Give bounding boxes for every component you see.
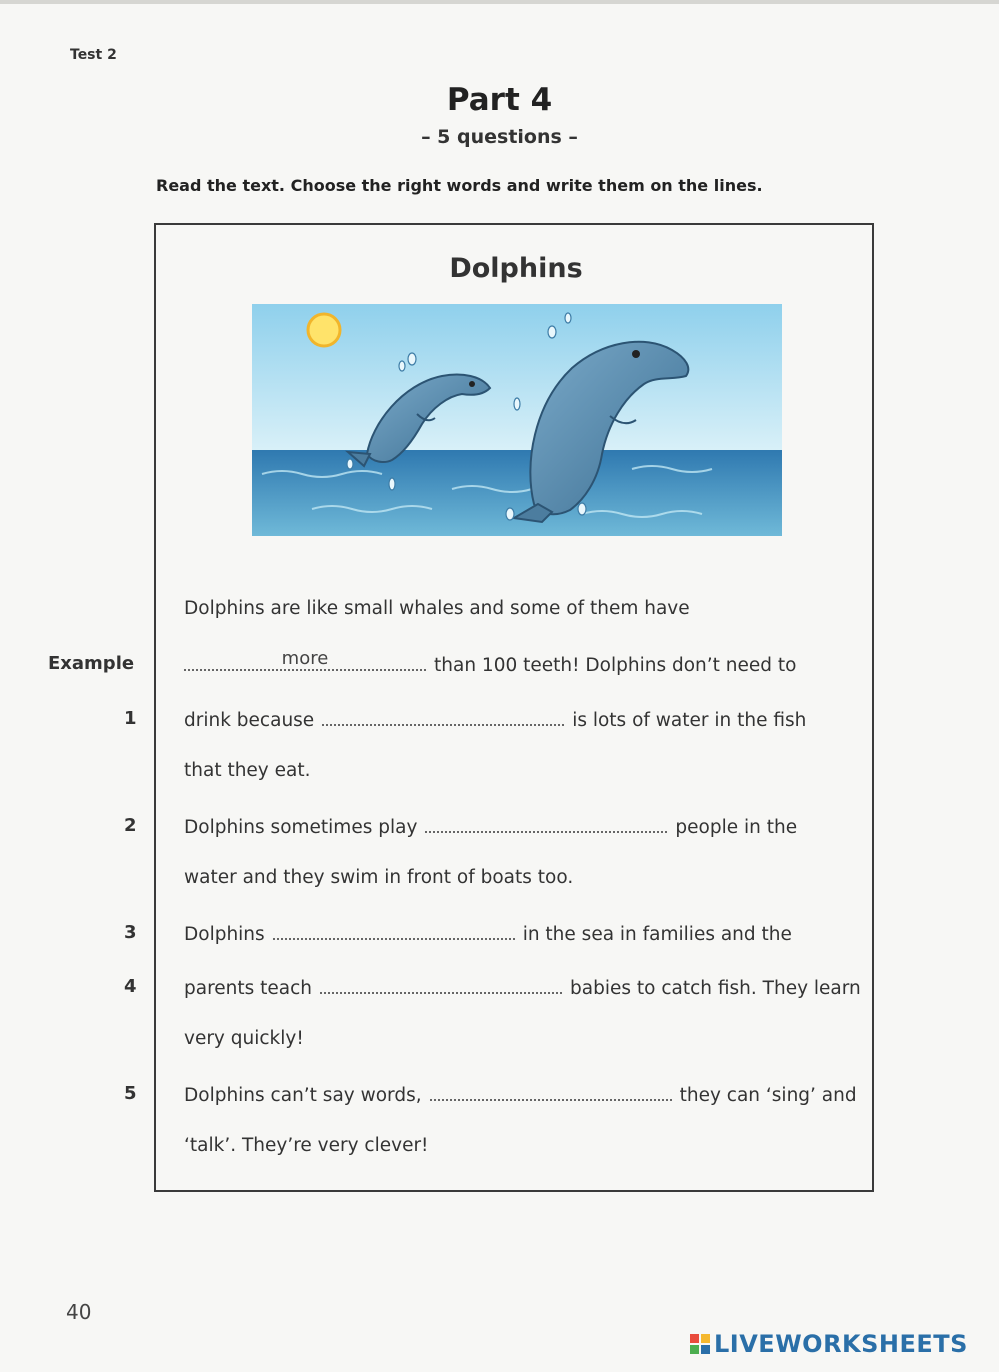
example-answer: more	[281, 648, 329, 669]
logo-grid-icon	[690, 1334, 710, 1354]
liveworksheets-logo	[690, 1330, 968, 1358]
example-blank	[184, 648, 426, 671]
story-line-2: more than 100 teeth! Dolphins don’t need to	[184, 653, 796, 676]
answer-blank-4[interactable]	[320, 976, 562, 994]
answer-blank-2[interactable]	[425, 815, 667, 833]
story-line-10: Dolphins can’t say words, they can ‘sing’ and	[184, 1085, 857, 1106]
story-line-11: ‘talk’. They’re very clever!	[184, 1135, 429, 1156]
part-title: Part 4	[446, 82, 553, 118]
part-subtitle: – 5 questions –	[421, 126, 578, 148]
story-line-8: parents teach babies to catch fish. They learn	[184, 978, 861, 999]
page-number: 40	[66, 1300, 92, 1324]
answer-blank-3[interactable]	[273, 922, 515, 940]
question-number-2: 2	[124, 815, 137, 836]
story-line-9: very quickly!	[184, 1028, 304, 1049]
test-label: Test 2	[70, 47, 117, 63]
example-label: Example	[48, 653, 135, 674]
answer-blank-5[interactable]	[430, 1083, 672, 1101]
story-title: Dolphins	[449, 253, 583, 284]
instruction-text: Read the text. Choose the right words and write them on the lines.	[156, 176, 763, 195]
story-line-4: that they eat.	[184, 760, 311, 781]
top-rule	[0, 0, 999, 4]
story-line-5: Dolphins sometimes play people in the	[184, 817, 798, 838]
sun-icon	[308, 314, 340, 346]
question-number-5: 5	[124, 1083, 137, 1104]
question-number-4: 4	[124, 976, 137, 997]
story-line-6: water and they swim in front of boats too.	[184, 867, 574, 888]
story-line-3: drink because is lots of water in the fish	[184, 710, 807, 731]
sea	[252, 450, 782, 536]
answer-blank-1[interactable]	[322, 708, 564, 726]
question-number-1: 1	[124, 708, 137, 729]
question-number-3: 3	[124, 922, 137, 943]
brand-name: LIVEWORKSHEETS	[714, 1330, 968, 1358]
story-line-1: Dolphins are like small whales and some of them have	[184, 598, 690, 619]
story-line-7: Dolphins in the sea in families and the	[184, 924, 792, 945]
dolphins-illustration	[252, 304, 782, 536]
